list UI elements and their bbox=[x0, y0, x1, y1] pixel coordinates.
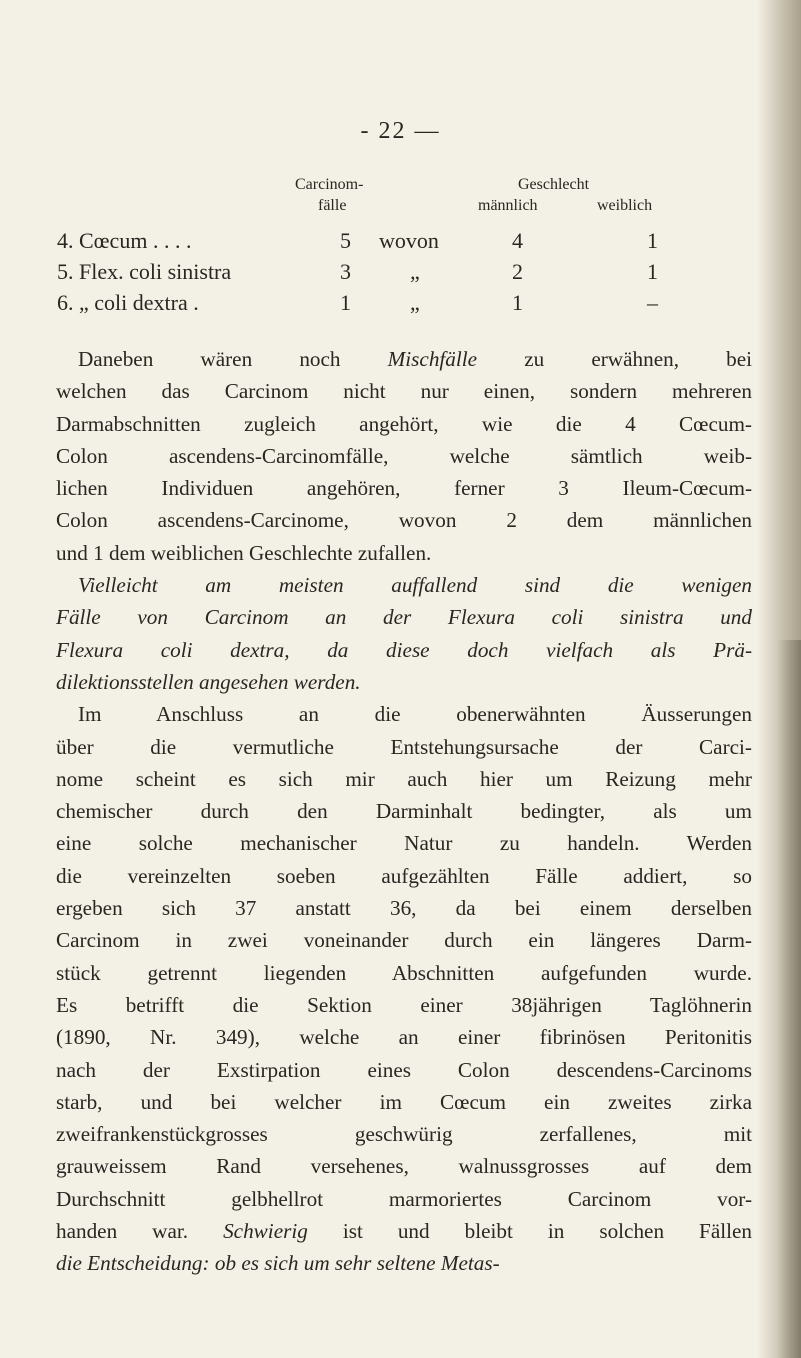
text-line: Es betrifft die Sektion einer 38jährigen Taglöhnerin bbox=[56, 992, 752, 1017]
text-line: und 1 dem weiblichen Geschlechte zufallen. bbox=[56, 540, 432, 565]
text-line bbox=[56, 343, 752, 375]
text-line: über die vermutliche Entstehungsursache der Carci- bbox=[56, 734, 752, 759]
table-row bbox=[0, 228, 801, 258]
text-span: zu erwähnen, bei bbox=[524, 347, 753, 371]
row-count: 3 bbox=[340, 259, 351, 284]
row-sep: wovon bbox=[379, 228, 439, 253]
text-line: eine solche mechanischer Natur zu handeln. Werden bbox=[56, 831, 752, 856]
text-line: Carcinom in zwei voneinander durch ein längeres Darm- bbox=[56, 928, 752, 953]
row-male: 1 bbox=[512, 290, 523, 315]
row-label: 5. Flex. coli sinistra bbox=[57, 259, 232, 284]
header-maennlich: männlich bbox=[478, 197, 538, 214]
text-line: die Entscheidung: ob es sich um sehr seltene Metas- bbox=[56, 1251, 500, 1276]
text-span: handen war. bbox=[56, 1219, 189, 1244]
text-span: ist und bleibt in solchen Fällen bbox=[342, 1219, 753, 1244]
row-sep: „ bbox=[410, 259, 420, 284]
page-edge-shadow bbox=[777, 640, 801, 1358]
row-sep: „ bbox=[410, 290, 420, 315]
text-line: Colon ascendens-Carcinome, wovon 2 dem männlichen bbox=[56, 508, 752, 533]
text-line: (1890, Nr. 349), welche an einer fibrinösen Peritonitis bbox=[56, 1025, 752, 1050]
row-female: 1 bbox=[647, 259, 658, 284]
text-line: ergeben sich 37 anstatt 36, da bei einem derselben bbox=[56, 896, 752, 921]
text-line: Colon ascendens-Carcinomfälle, welche sämtlich weib- bbox=[56, 443, 752, 468]
text-line: nome scheint es sich mir auch hier um Reizung mehr bbox=[56, 766, 752, 791]
text-line: dilektionsstellen angesehen werden. bbox=[56, 669, 361, 694]
text-line: Flexura coli dextra, da diese doch vielfach als Prä- bbox=[56, 637, 752, 662]
text-line: nach der Exstirpation eines Colon descendens-Carcinoms bbox=[56, 1057, 752, 1082]
text-line: welchen das Carcinom nicht nur einen, sondern mehreren bbox=[56, 379, 752, 404]
header-carcinom-line1: Carcinom- bbox=[295, 176, 364, 193]
text-line: Durchschnitt gelbhellrot marmoriertes Carcinom vor- bbox=[56, 1186, 752, 1211]
text-line: lichen Individuen angehören, ferner 3 Ileum-Cœcum- bbox=[56, 476, 752, 501]
row-male: 2 bbox=[512, 259, 523, 284]
text-line: Fälle von Carcinom an der Flexura coli sinistra und bbox=[56, 605, 752, 630]
row-male: 4 bbox=[512, 228, 523, 253]
row-count: 5 bbox=[340, 228, 351, 253]
body-text bbox=[56, 343, 752, 1280]
row-count: 1 bbox=[340, 290, 351, 315]
text-line bbox=[56, 1215, 752, 1247]
text-line: starb, und bei welcher im Cœcum ein zweites zirka bbox=[56, 1089, 752, 1114]
header-weiblich: weiblich bbox=[597, 197, 653, 214]
text-line: Im Anschluss an die obenerwähnten Äusserungen bbox=[78, 702, 752, 727]
row-female: – bbox=[647, 290, 658, 315]
row-label: 6. „ coli dextra . bbox=[57, 290, 199, 315]
header-carcinom-line2: fälle bbox=[318, 197, 347, 214]
text-line: die vereinzelten soeben aufgezählten Fälle addiert, so bbox=[56, 863, 752, 888]
emphasis-span: Mischfälle bbox=[387, 347, 478, 371]
table-row bbox=[0, 290, 801, 320]
text-line: Darmabschnitten zugleich angehört, wie die 4 Cœcum- bbox=[56, 411, 752, 436]
emphasis-span: Schwierig bbox=[223, 1219, 308, 1244]
text-line: zweifrankenstückgrosses geschwürig zerfallenes, mit bbox=[56, 1122, 752, 1147]
row-female: 1 bbox=[647, 228, 658, 253]
text-line: chemischer durch den Darminhalt bedingter, als um bbox=[56, 799, 752, 824]
text-line: Vielleicht am meisten auffallend sind die wenigen bbox=[78, 573, 752, 598]
table-row bbox=[0, 259, 801, 289]
page-number: - 22 — bbox=[360, 118, 441, 144]
header-geschlecht: Geschlecht bbox=[518, 176, 590, 193]
text-line: grauweissem Rand versehenes, walnussgrosses auf dem bbox=[56, 1154, 752, 1179]
row-label: 4. Cœcum . . . . bbox=[57, 228, 192, 253]
text-line: stück getrennt liegenden Abschnitten aufgefunden wurde. bbox=[56, 960, 752, 985]
text-span: Daneben wären noch bbox=[78, 347, 341, 371]
